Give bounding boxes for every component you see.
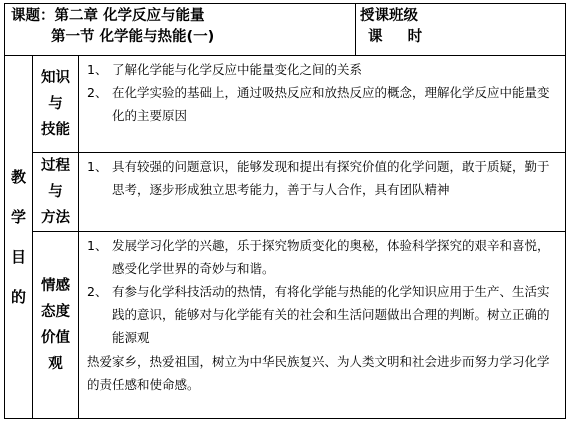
knowledge-row: [5, 56, 566, 153]
class-info-cell: [356, 4, 566, 56]
category-char: 价值: [41, 330, 70, 346]
category-char: 态度: [41, 304, 70, 320]
item-number: 2、: [87, 284, 108, 299]
aims-char: 目: [10, 248, 26, 266]
closing-statement: 热爱家乡，热爱祖国，树立为中华民族复兴、为人类文明和社会进步而努力学习化学的责任感和使命感。: [87, 354, 550, 392]
aims-char: 学: [10, 208, 26, 226]
item-number: 2、: [87, 85, 108, 100]
class-label: 授课班级: [360, 8, 419, 24]
aims-char: 教: [10, 168, 26, 186]
lesson-plan-table: [4, 3, 566, 419]
category-char: 与: [48, 96, 63, 112]
item-text: 发展学习化学的兴趣，乐于探究物质变化的奥秘，体验科学探究的艰辛和喜悦，感受化学世界的奇妙与和谐。: [112, 238, 550, 276]
list-item: [87, 81, 559, 127]
hours-label: 课 时: [368, 29, 433, 45]
category-char: 知识: [41, 70, 70, 86]
list-item: [87, 58, 559, 81]
process-row: [5, 153, 566, 232]
item-text: 在化学实验的基础上，通过吸热反应和放热反应的概念，理解化学反应中能量变化的主要原因: [112, 85, 550, 123]
category-char: 情感: [41, 278, 70, 294]
knowledge-label: [33, 56, 79, 153]
item-text: 具有较强的问题意识，能够发现和提出有探究价值的化学问题，敢于质疑，勤于思考，逐步形成独立思考能力，善于与人合作，具有团队精神: [112, 159, 550, 197]
emotion-label: [33, 232, 79, 419]
emotion-row: [5, 232, 566, 419]
knowledge-content: [79, 56, 566, 153]
item-text: 了解化学能与化学反应中能量变化之间的关系: [112, 62, 363, 77]
header-row: [5, 4, 566, 56]
aims-char: 的: [10, 288, 26, 306]
list-item: [87, 155, 559, 201]
teaching-aims-label: [5, 56, 33, 419]
lesson-section-title: 第一节 化学能与热能(一): [51, 29, 215, 45]
item-number: 1、: [87, 238, 108, 253]
list-item: [87, 280, 559, 349]
category-char: 技能: [41, 122, 70, 138]
list-item: [87, 234, 559, 280]
lesson-title: 课题：第二章 化学反应与能量: [11, 8, 205, 24]
emotion-content: [79, 232, 566, 419]
process-content: [79, 153, 566, 232]
category-char: 与: [48, 184, 63, 200]
item-number: 1、: [87, 159, 108, 174]
item-number: 1、: [87, 62, 108, 77]
item-text: 有参与化学科技活动的热情，有将化学能与热能的化学知识应用于生产、生活实践的意识，能够对与化学能有关的社会和生活问题做出合理的判断。树立正确的能源观: [112, 284, 550, 345]
category-char: 过程: [41, 158, 70, 174]
process-label: [33, 153, 79, 232]
lesson-title-cell: [5, 4, 356, 56]
category-char: 观: [48, 356, 63, 372]
category-char: 方法: [41, 210, 70, 226]
